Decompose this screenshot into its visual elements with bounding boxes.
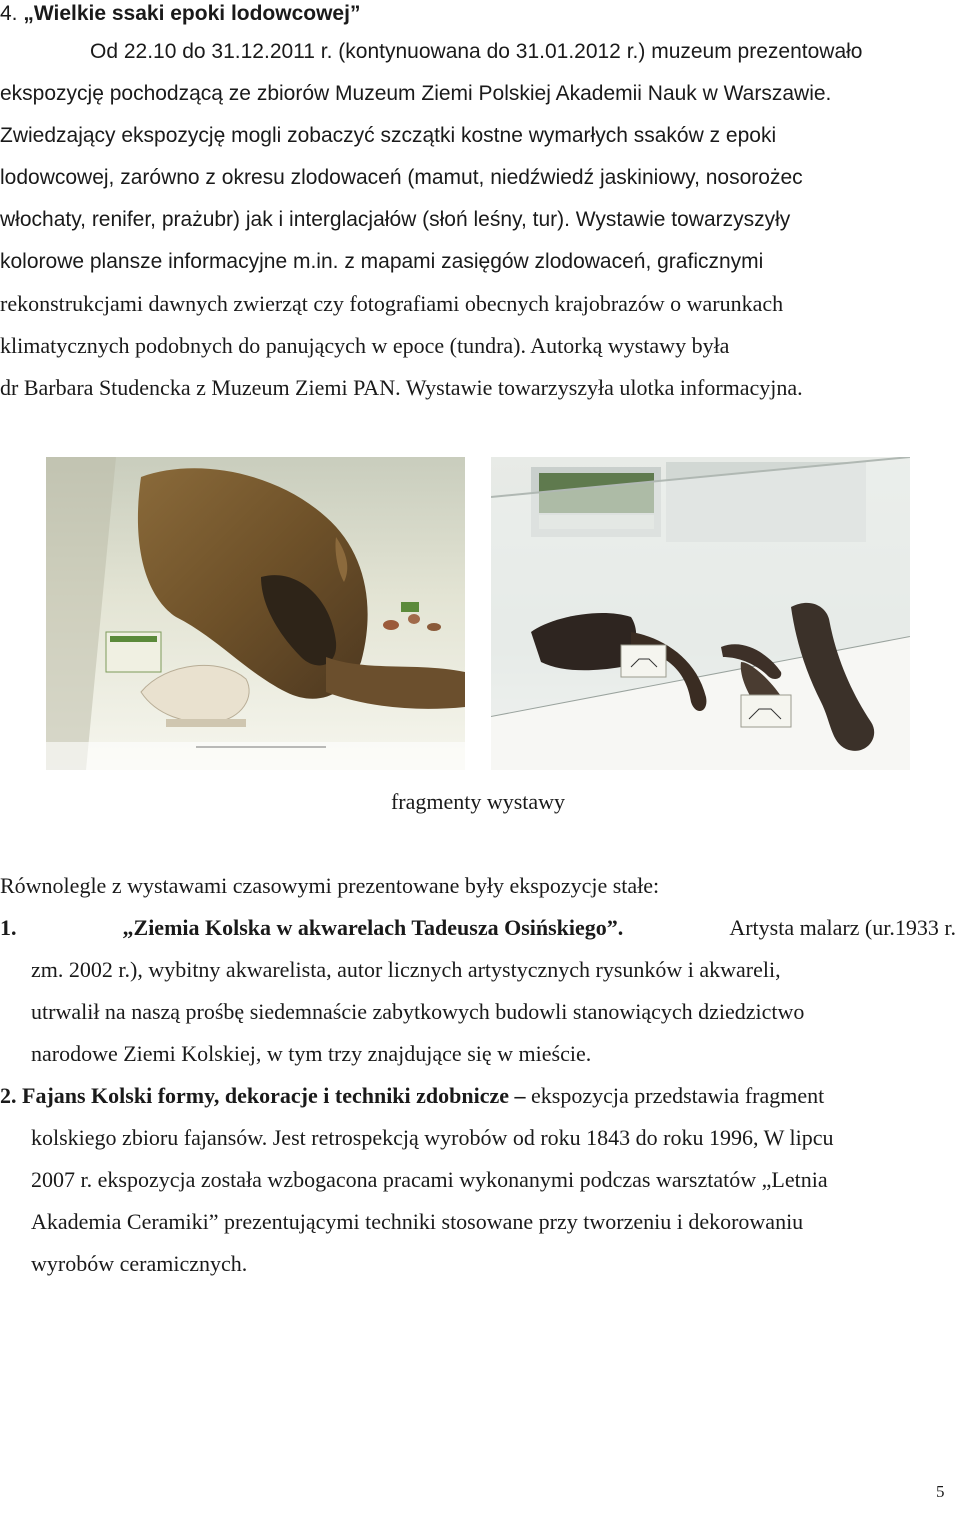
paragraph-line: lodowcowej, zarówno z okresu zlodowaceń (mamut, niedźwiedź jaskiniowy, nosorożec (0, 166, 803, 189)
permanent-intro: Równolegle z wystawami czasowymi prezentowane były ekspozycje stałe: (0, 873, 660, 898)
item-number: 2. (0, 1083, 17, 1108)
item-text: ekspozycja przedstawia fragment (531, 1083, 825, 1108)
photo-caption: fragmenty wystawy (390, 789, 566, 814)
paragraph-line: dr Barbara Studencka z Muzeum Ziemi PAN. Wystawie towarzyszyła ulotka informacyjna. (0, 375, 803, 400)
item-line: zm. 2002 r.), wybitny akwarelista, autor licznych artystycznych rysunków i akwareli, (31, 957, 781, 982)
page-number: 5 (936, 1482, 945, 1501)
item-text: Artysta malarz (ur.1933 r. (729, 915, 956, 940)
item-line: 2007 r. ekspozycja została wzbogacona pracami wykonanymi podczas warsztatów „Letnia (31, 1167, 828, 1192)
paragraph-line: rekonstrukcjami dawnych zwierząt czy fotografiami obecnych krajobrazów o warunkach (0, 291, 784, 316)
item-title: „Ziemia Kolska w akwarelach Tadeusza Osińskiego”. (122, 915, 624, 940)
paragraph-line: kolorowe plansze informacyjne m.in. z mapami zasięgów zlodowaceń, graficznymi (0, 250, 764, 273)
permanent-item-1-heading (0, 914, 956, 942)
paragraph-line: włochaty, renifer, prażubr) jak i interglacjałów (słoń leśny, tur). Wystawie towarzyszyły (0, 208, 791, 231)
item-line: narodowe Ziemi Kolskiej, w tym trzy znajdujące się w mieście. (31, 1041, 592, 1066)
section-heading (0, 0, 360, 28)
section-title: „Wielkie ssaki epoki lodowcowej” (23, 2, 361, 25)
item-number: 1. (0, 915, 17, 940)
paragraph-line: Zwiedzający ekspozycję mogli zobaczyć szczątki kostne wymarłych ssaków z epoki (0, 124, 777, 147)
item-line: Akademia Ceramiki” prezentującymi techniki stosowane przy tworzeniu i dekorowaniu (31, 1209, 804, 1234)
paragraph-line: ekspozycję pochodzącą ze zbiorów Muzeum Ziemi Polskiej Akademii Nauk w Warszawie. (0, 82, 832, 105)
paragraph-line: klimatycznych podobnych do panujących w epoce (tundra). Autorką wystawy była (0, 333, 730, 358)
section-number: 4. (0, 2, 18, 25)
item-line: wyrobów ceramicznych. (31, 1251, 248, 1276)
item-line: kolskiego zbioru fajansów. Jest retrospekcją wyrobów od roku 1843 do roku 1996, W lipcu (31, 1125, 834, 1150)
exhibition-photo-skulls (46, 457, 465, 770)
item-line: utrwalił na naszą prośbę siedemnaście zabytkowych budowli stanowiących dziedzictwo (31, 999, 805, 1024)
exhibition-photo-bones (491, 457, 910, 770)
permanent-item-2-heading (0, 1082, 824, 1110)
item-title: Fajans Kolski formy, dekoracje i techniki zdobnicze – (22, 1083, 526, 1108)
paragraph-line: Od 22.10 do 31.12.2011 r. (kontynuowana do 31.01.2012 r.) muzeum prezentowało (90, 40, 863, 63)
